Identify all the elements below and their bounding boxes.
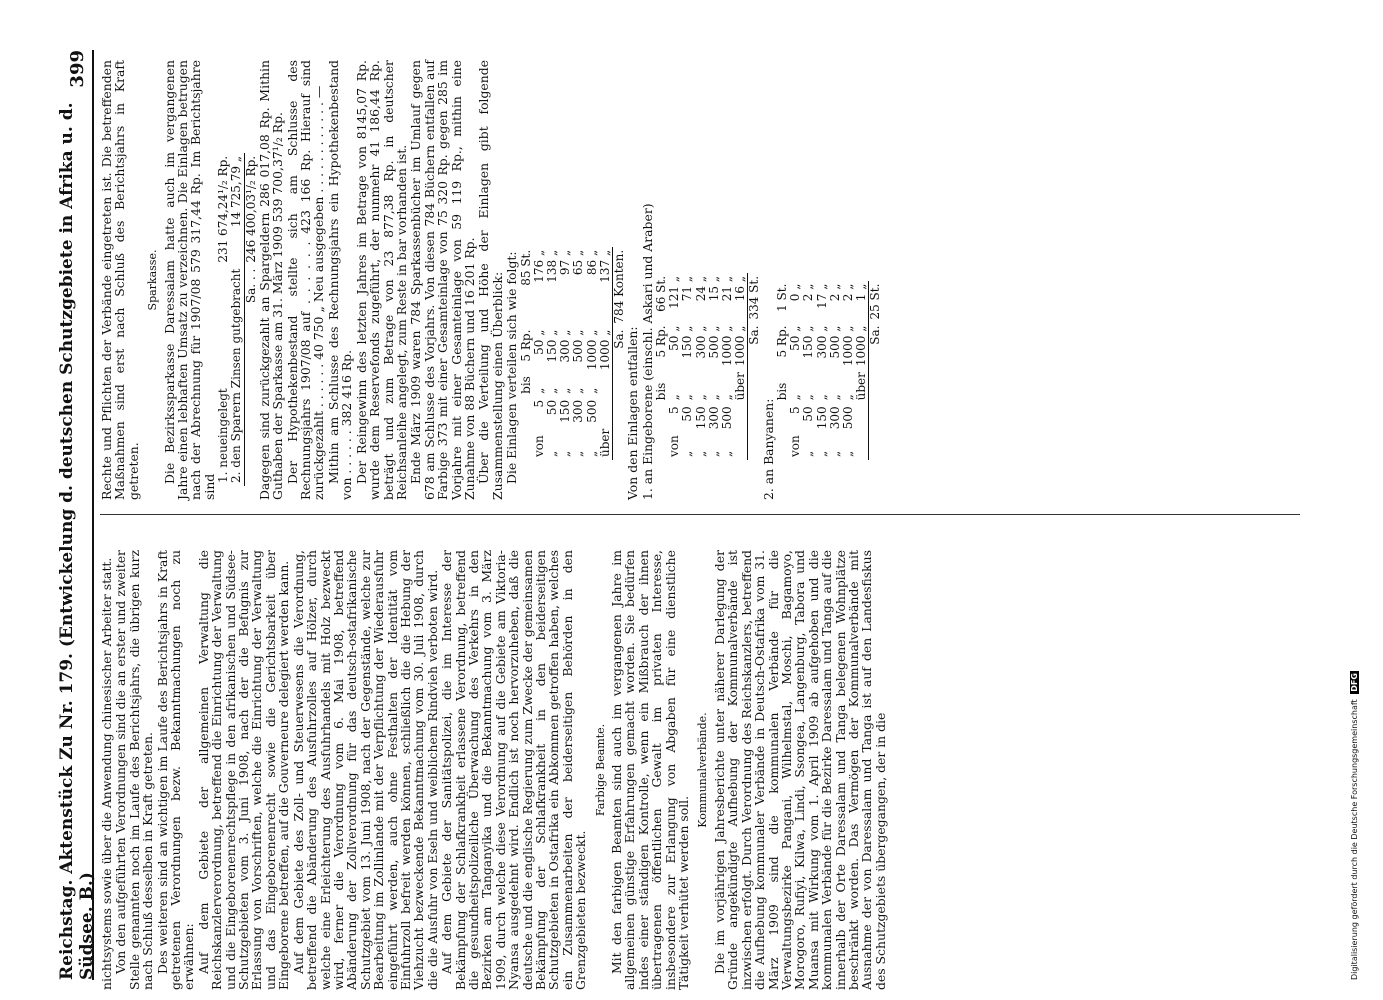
table-cell: 50 <box>544 399 559 416</box>
table-cell: Sa. <box>613 327 627 374</box>
page-header <box>57 50 97 980</box>
table-cell: 500 <box>720 406 735 430</box>
table-row <box>855 281 869 460</box>
table-cell: 5 <box>788 406 803 414</box>
paragraph: Ende März 1909 waren 784 Sparkassenbücher im Umlauf gegen 678 am Schlusse des Vorjahrs. Von diesen 784 Büchern entfallen auf Farbige 373 mit einer Gesamteinlage von 75 320 Rp. gegen 285 im Vorjahre mit einer Gesamteinlage von 59 119 Rp., mithin eine Zunahme von 88 Büchern und 16 201 Rp. <box>408 60 477 500</box>
table-cell: 500 <box>584 399 599 423</box>
table-row <box>668 273 681 460</box>
table-cell: 16 „ <box>733 275 748 302</box>
paragraph: Rechte und Pflichten der Verbände eingetreten ist. Die betreffenden Maßnahmen sind erst nach Schluß des Berichtsjahrs in Kraft getreten. <box>99 60 141 500</box>
table-cell <box>869 369 883 460</box>
paragraph: Auf dem Gebiete der allgemeinen Verwaltung die Reichskanzlerverordnung, betreffend die Einrichtung der Verwaltung und die Eingeborenenrechtspflege in den afrikanischen und Südsee-Schutzgebieten vom 3. Juni 1908, nach der die Befugnis zur Erlassung von Vorschriften, welche die Einrichtung der Verwaltung und das Eingeborenenrecht sowie die Gerichtsbarkeit über Eingeborene betreffen, auf die Gouverneure delegiert werden kann. <box>195 550 292 990</box>
sparkasse-table <box>217 153 258 486</box>
table-cell: 246 400,03¹/₂ Rp. <box>244 153 258 266</box>
native-deposit-table <box>655 273 762 460</box>
table-cell: 500 „ <box>827 325 842 359</box>
table-cell: „ <box>801 394 816 401</box>
section-heading: Farbige Beamte. <box>593 723 607 817</box>
table-cell: 1000 „ <box>584 329 599 371</box>
paragraph: Der Hypothekenbestand stellte sich am Schlusse des Rechnungsjahrs 1907/08 auf . . . . . . 423 166 Rp. Hierauf sind zurückgezahlt . . . . . . 40 750 „ Neu ausgegeben . . . . . . . . . . . . — <box>284 60 327 500</box>
paragraph: nichtsystems sowie über die Anwendung chinesischer Arbeiter statt. <box>99 557 114 990</box>
table-cell: „ <box>680 394 695 401</box>
table-row <box>695 273 708 460</box>
table-cell: 500 „ <box>706 325 721 359</box>
table-row <box>734 273 748 460</box>
table-cell: „ <box>827 394 842 401</box>
table-sum-row <box>613 247 627 460</box>
section-heading: Sparkasse. <box>146 249 160 311</box>
table-cell: „ <box>788 394 803 401</box>
table-row <box>244 153 258 486</box>
table-cell: 300 <box>706 406 721 430</box>
table-cell: über <box>854 372 869 401</box>
table-cell: 300 „ <box>814 325 829 359</box>
paragraph: Auf dem Gebiete des Zoll- und Steuerwesens die Verordnung, betreffend die Abänderung des Ausfuhrzolles auf Hölzer, durch welche eine Erleichterung des Ausfuhrhandels mit Holz bezweckt wird, ferner die Verordnung vom 6. Mai 1908, betreffend Abänderung der Zollverordnung für das deutsch-ostafrikanische Schutzgebiet vom 13. Juni 1908, nach der Gegenstände, welche zur Bearbeitung im Zollinlande mit der Verpflichtung der Wiederausfuhr eingeführt werden, auch ohne Festhalten der Identität vom Einfuhrzoll befreit werden können, schließlich die die Hebung der Viehzucht bezweckende Bekanntmachung vom 30. Juli 1908, durch die die Ausfuhr von Eseln und weiblichem Rindvieh verboten wird. <box>290 550 440 990</box>
paragraph: Die Bezirkssparkasse Daressalam hatte auch im vergangenen Jahre einen lebhaften Umsatz zu verzeichnen. Die Einlagen betrugen nach der Abrechnung für 1907/08 579 317,44 Rp. Im Berichtsjahre sind <box>161 60 217 500</box>
table-cell: 150 „ <box>801 325 816 359</box>
table-cell: Sa. <box>748 323 762 370</box>
paragraph: Über die Verteilung und Höhe der Einlagen gibt folgende Zusammenstellung einen Überblick: <box>476 60 505 500</box>
table-cell: 1000 „ <box>733 325 748 367</box>
table-cell: 138 „ <box>544 249 559 283</box>
table-cell: 5 <box>531 399 546 408</box>
table-cell <box>613 373 627 460</box>
paragraph: Mit den farbigen Beamten sind auch im vergangenen Jahre im allgemeinen günstige Erfahrungen gemacht worden. Sie bedürfen indes einer ständigen Kontrolle, wenn ein Mißbrauch der ihnen übertragenen öffentlichen Gewalt im privaten Interesse, insbesondere zur Erlangung von Abgaben für eine dienstliche Tätigkeit verhütet werden soll. <box>609 550 692 990</box>
table-cell: „ <box>558 387 573 394</box>
table-cell: „ <box>531 387 546 394</box>
left-column <box>100 550 888 990</box>
table-cell: 5 Rp. <box>775 325 790 358</box>
table-cell: 300 „ <box>693 325 708 359</box>
table-cell: von <box>788 435 803 457</box>
table-cell: über <box>597 428 612 457</box>
table-cell: „ <box>814 450 829 457</box>
paragraph: Dagegen sind zurückgezahlt an Spargeldern 286 017,08 Rp. Mithin Guthaben der Sparkasse am 31. März 1909 539 700,37¹/₂ Rp. <box>256 60 286 500</box>
table-cell: „ <box>544 387 559 394</box>
paragraph: Von den Einlagen entfallen: <box>625 326 641 500</box>
table-row <box>599 247 613 460</box>
table-cell: „ <box>693 450 708 457</box>
table-cell: 2 „ <box>801 283 816 302</box>
table-cell: 150 <box>814 406 829 430</box>
table-cell: „ <box>720 450 735 457</box>
table-cell: 50 <box>801 406 816 422</box>
table-cell <box>520 397 533 426</box>
table-row <box>520 247 533 460</box>
table-cell: 50 <box>680 406 695 422</box>
table-cell: 300 <box>571 399 586 423</box>
table-cell: bis <box>654 382 669 401</box>
table-cell: von <box>531 435 546 457</box>
paragraph: Der Reingewinn des letzten Jahres im Betrage von 8145,07 Rp. wurde dem Reservefonds zugeführt, der nunmehr 41 186,44 Rp. beträgt und zum Betrage von 23 877,38 Rp. in deutscher Reichsanleihe angelegt, zum Reste in bar vorhanden ist. <box>353 60 409 500</box>
table-cell: „ <box>667 394 682 401</box>
table-row <box>681 273 694 460</box>
deposit-table <box>520 247 627 460</box>
table-cell: „ <box>680 450 695 457</box>
table-cell: 17 „ <box>814 283 829 309</box>
table-cell: 2. den Sparern Zinsen gutgebracht <box>229 268 244 483</box>
table-cell <box>855 403 869 432</box>
table-cell: 50 „ <box>788 325 803 351</box>
table-cell: 97 „ <box>558 249 573 276</box>
table-cell: „ <box>558 450 573 457</box>
table-cell: 2 „ <box>841 283 856 302</box>
table-cell: 21 „ <box>720 275 735 302</box>
table-cell: „ <box>693 394 708 401</box>
table-row <box>586 247 599 460</box>
table-row <box>816 281 829 460</box>
table-cell: 5 Rp. <box>654 325 669 358</box>
table-row <box>829 281 842 460</box>
table-row <box>533 247 546 460</box>
table-cell: von <box>667 435 682 457</box>
table-cell: „ <box>584 450 599 457</box>
table-cell: 1. neueingelegt <box>216 388 231 483</box>
table-cell: 1 „ <box>854 283 869 302</box>
table-cell: 1000 „ <box>854 325 869 367</box>
table-cell: 137 „ <box>597 249 612 283</box>
table-cell: 1000 „ <box>597 329 612 371</box>
table-cell <box>520 426 533 460</box>
table-cell: 50 „ <box>531 329 546 355</box>
table-cell: 71 „ <box>680 275 695 302</box>
table-cell: „ <box>720 394 735 401</box>
paragraph: 1. an Eingeborene (einschl. Askari und Araber) <box>639 203 655 500</box>
table-cell: 0 „ <box>788 283 803 302</box>
table-cell <box>599 397 613 426</box>
table-row <box>721 273 734 460</box>
table-cell: 1000 „ <box>720 325 735 367</box>
digitization-note <box>1350 20 1360 980</box>
table-cell: 66 St. <box>654 275 669 312</box>
banyan-deposit-table <box>776 281 883 460</box>
table-cell <box>230 153 244 266</box>
paragraph: Von den aufgeführten Verordnungen sind die an erster und zweiter Stelle genannten noch im Laufe des Berichtsjahrs, die übrigen kurz nach Schluß desselben in Kraft getreten. <box>113 550 156 990</box>
digitization-text: Digitalisierung gefördert durch die Deutsche Forschungsgemeinschaft <box>1350 699 1359 980</box>
table-cell: 231 674,24¹/₂ Rp. <box>216 155 231 263</box>
table-cell: 150 <box>558 399 573 423</box>
table-sum-row <box>748 273 762 460</box>
table-value: 14 725,79 <box>229 165 244 228</box>
table-cell: „ <box>706 394 721 401</box>
table-cell: 176 „ <box>531 249 546 283</box>
table-cell: 150 „ <box>544 329 559 363</box>
table-cell: 500 <box>841 406 856 430</box>
table-cell: 5 Rp. <box>518 329 533 362</box>
table-cell: 150 <box>693 406 708 430</box>
table-cell: bis <box>518 376 533 394</box>
table-cell: 5 <box>667 406 682 414</box>
table-unit: „ <box>229 155 244 163</box>
paragraph: Die Einlagen verteilen sich wie folgt: <box>504 251 520 484</box>
table-cell: „ <box>584 387 599 394</box>
table-row <box>230 153 244 486</box>
table-cell: Sa. <box>869 323 883 370</box>
right-column <box>100 60 883 500</box>
table-cell: 1 St. <box>775 283 790 312</box>
paragraph: Auf dem Gebiete der Sanitätspolizei, die im Interesse der Bekämpfung der Schlafkrankheit erlassene Verordnung, betreffend die gesundheitspolizeiliche Überwachung des Verkehrs in den Bezirken am Tanganyika und die Bekanntmachung vom 3. März 1909, durch welche diese Verordnung auf die Gebiete am Viktoria-Nyansa ausgedehnt wird. Endlich ist noch hervorzuheben, daß die deutsche und die englische Regierung zum Zwecke der gemeinsamen Bekämpfung der Schlafkrankheit in den beiderseitigen Schutzgebieten in Ostafrika ein Abkommen getroffen haben, welches ein Zusammenarbeiten der beiderseitigen Behörden in den Grenzgebieten bezweckt. <box>439 550 589 990</box>
table-row <box>708 273 721 460</box>
header-title: Reichstag. Aktenstück Zu Nr. 179. (Entwickelung d. deutschen Schutzgebiete in Afrika u. d. Südsee. B.) <box>57 102 97 980</box>
table-cell: 500 „ <box>571 329 586 363</box>
table-cell: 15 „ <box>706 275 721 302</box>
table-row <box>802 281 815 460</box>
table-cell: 86 „ <box>584 249 599 276</box>
table-cell: über <box>733 372 748 401</box>
table-cell: 121 „ <box>667 275 682 309</box>
table-cell: 50 „ <box>667 325 682 351</box>
table-cell: 2 „ <box>827 283 842 302</box>
table-cell: 300 „ <box>558 329 573 363</box>
section-heading: Kommunalverbände. <box>696 712 710 828</box>
table-cell: 65 „ <box>571 249 586 276</box>
table-cell: 25 St. <box>869 281 883 323</box>
table-cell: „ <box>841 394 856 401</box>
table-cell: 784 Konten. <box>613 247 627 327</box>
table-row <box>572 247 585 460</box>
table-cell: 1000 „ <box>841 325 856 367</box>
table-cell: 150 „ <box>680 325 695 359</box>
paragraph: Des weiteren sind an wichtigen im Laufe des Berichtsjahrs in Kraft getretenen Verordnungen bezw. Bekanntmachungen noch zu erwähnen: <box>154 550 197 990</box>
paragraph: 2. an Banyanen: <box>760 398 776 500</box>
table-sum-row <box>869 281 883 460</box>
table-cell: „ <box>544 450 559 457</box>
table-cell <box>748 369 762 460</box>
table-cell: bis <box>775 382 790 401</box>
table-cell: 300 <box>827 406 842 430</box>
table-row <box>842 281 855 460</box>
table-cell <box>855 432 869 460</box>
text-columns <box>100 30 1300 990</box>
table-row <box>776 281 789 460</box>
table-cell <box>599 373 613 397</box>
paragraph: Die im vorjährigen Jahresberichte unter näherer Darlegung der Gründe angekündigte Aufhebung der Kommunalverbände ist inzwischen erfolgt. Durch Verordnung des Reichskanzlers, betreffend die Aufhebung kommunaler Verbände in Deutsch-Ostafrika vom 31. März 1909 sind die kommunalen Verbände für die Verwaltungsbezirke Pangani, Wilhelmstal, Moschi, Bagamoyo, Morogoro, Rufiyi, Kilwa, Lindi, Ssongea, Langenburg, Tabora und Muansa mit Wirkung vom 1. April 1909 ab aufgehoben und die kommunalen Verbände für die Bezirke Daressalam und Tanga auf die innerhalb der Orte Daressalam und Tanga belegenen Wohnplätze beschränkt worden. Das Vermögen der Kommunalverbände mit Ausnahme der von Daressalam und Tanga ist auf den Landesfiskus des Schutzgebiets übergegangen, der in die <box>711 550 888 990</box>
table-row <box>789 281 802 460</box>
table-cell: „ <box>801 450 816 457</box>
paragraph: Mithin am Schlusse des Rechnungsjahrs ein Hypothekenbestand von . . . . . . 382 416 Rp. <box>325 60 355 500</box>
table-cell: 334 St. <box>748 273 762 323</box>
table-cell: „ <box>706 450 721 457</box>
table-cell <box>734 403 748 432</box>
table-cell: 24 „ <box>693 275 708 302</box>
table-cell: „ <box>814 394 829 401</box>
dfg-logo: DFG <box>1350 673 1359 692</box>
table-cell: „ <box>571 387 586 394</box>
page-number: 399 <box>66 50 88 88</box>
table-cell: 85 St. <box>518 249 533 286</box>
table-cell: „ <box>841 450 856 457</box>
table-cell: Sa. . . <box>244 266 258 486</box>
table-cell: „ <box>571 450 586 457</box>
table-cell <box>734 432 748 460</box>
table-cell: „ <box>827 450 842 457</box>
